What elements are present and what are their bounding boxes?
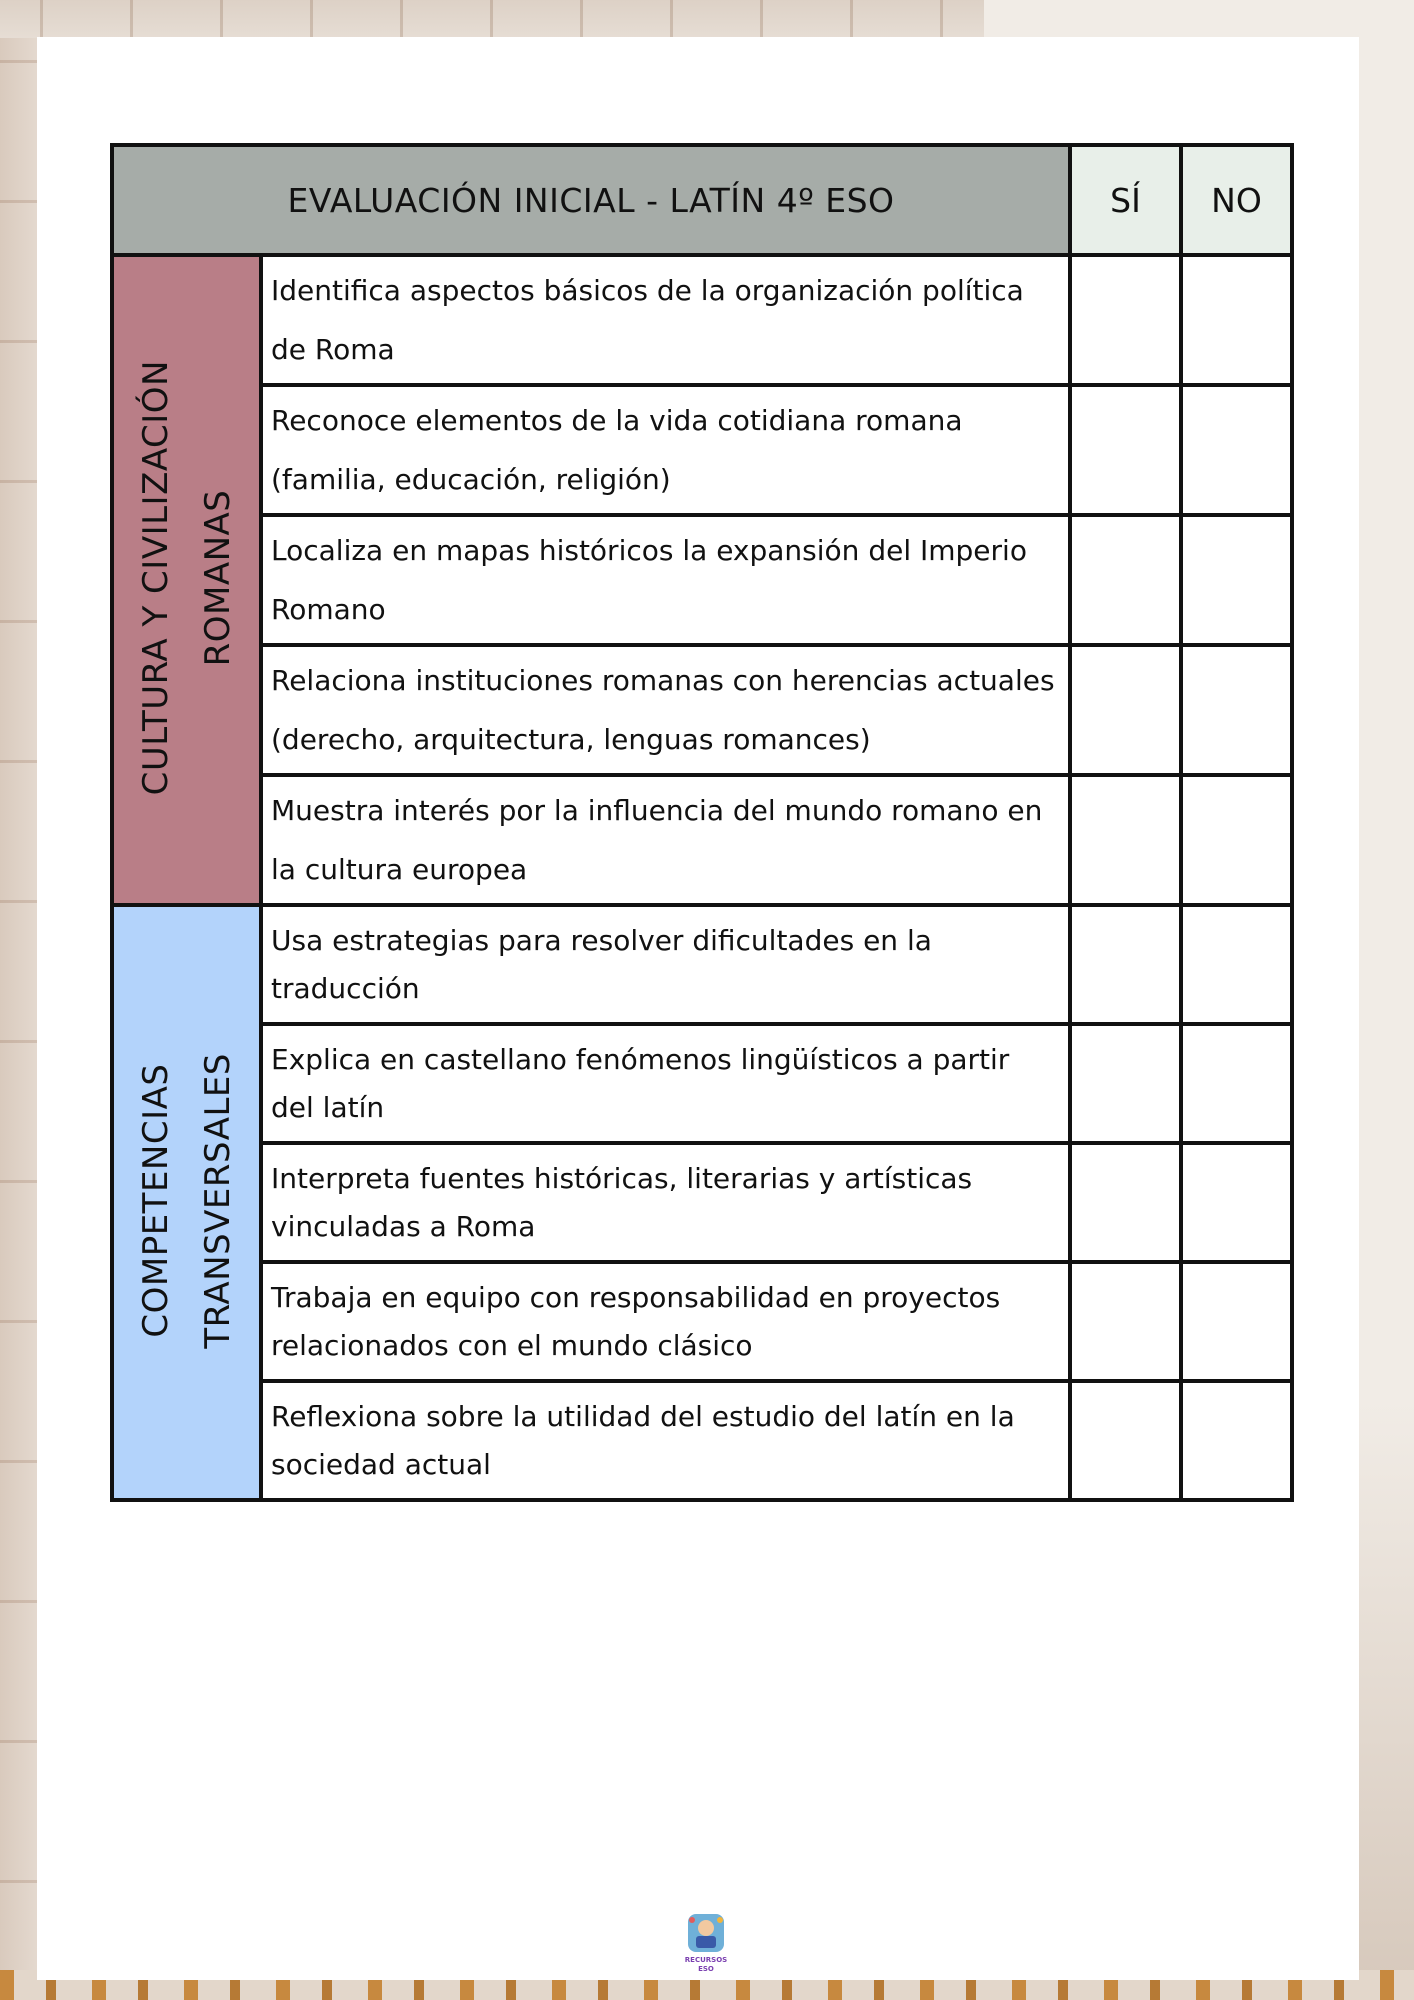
criterion-text: Usa estrategias para resolver dificultades en la traducción (261, 905, 1070, 1024)
no-check-cell[interactable] (1181, 1143, 1292, 1262)
no-column-header: NO (1181, 145, 1292, 255)
decorative-border-left (0, 0, 38, 2000)
yes-check-cell[interactable] (1070, 1024, 1181, 1143)
table-row (112, 645, 1292, 775)
category-label: COMPETENCIAS TRANSVERSALES (135, 1052, 238, 1349)
table-title: EVALUACIÓN INICIAL - LATÍN 4º ESO (112, 145, 1070, 255)
decorative-border-right (1358, 0, 1414, 2000)
criterion-text: Explica en castellano fenómenos lingüísticos a partir del latín (261, 1024, 1070, 1143)
yes-check-cell[interactable] (1070, 385, 1181, 515)
yes-check-cell[interactable] (1070, 905, 1181, 1024)
yes-check-cell[interactable] (1070, 775, 1181, 905)
no-check-cell[interactable] (1181, 515, 1292, 645)
criterion-text: Relaciona instituciones romanas con herencias actuales (derecho, arquitectura, lenguas romances) (261, 645, 1070, 775)
no-check-cell[interactable] (1181, 1024, 1292, 1143)
criterion-text: Trabaja en equipo con responsabilidad en proyectos relacionados con el mundo clásico (261, 1262, 1070, 1381)
criterion-text: Reflexiona sobre la utilidad del estudio del latín en la sociedad actual (261, 1381, 1070, 1500)
category-cultura (112, 255, 261, 905)
table-row (112, 515, 1292, 645)
table-row (112, 905, 1292, 1024)
criterion-text: Reconoce elementos de la vida cotidiana romana (familia, educación, religión) (261, 385, 1070, 515)
yes-column-header: SÍ (1070, 145, 1181, 255)
no-check-cell[interactable] (1181, 385, 1292, 515)
category-competencias (112, 905, 261, 1500)
yes-check-cell[interactable] (1070, 645, 1181, 775)
table-header-row (112, 145, 1292, 255)
table-row (112, 1143, 1292, 1262)
table-row (112, 1024, 1292, 1143)
no-check-cell[interactable] (1181, 645, 1292, 775)
table-row (112, 1381, 1292, 1500)
category-label: CULTURA Y CIVILIZACIÓN ROMANAS (135, 360, 238, 796)
criterion-text: Identifica aspectos básicos de la organización política de Roma (261, 255, 1070, 385)
evaluation-table (110, 143, 1294, 1502)
recursos-eso-logo-icon (684, 1912, 728, 1974)
table-row (112, 385, 1292, 515)
no-check-cell[interactable] (1181, 1262, 1292, 1381)
table-row (112, 775, 1292, 905)
yes-check-cell[interactable] (1070, 1381, 1181, 1500)
no-check-cell[interactable] (1181, 1381, 1292, 1500)
logo-text: RECURSOS (684, 1956, 728, 1964)
criterion-text: Localiza en mapas históricos la expansión del Imperio Romano (261, 515, 1070, 645)
no-check-cell[interactable] (1181, 255, 1292, 385)
criterion-text: Interpreta fuentes históricas, literarias y artísticas vinculadas a Roma (261, 1143, 1070, 1262)
no-check-cell[interactable] (1181, 775, 1292, 905)
no-check-cell[interactable] (1181, 905, 1292, 1024)
decorative-corner (984, 0, 1414, 38)
criterion-text: Muestra interés por la influencia del mundo romano en la cultura europea (261, 775, 1070, 905)
table-row (112, 1262, 1292, 1381)
table-row (112, 255, 1292, 385)
yes-check-cell[interactable] (1070, 1262, 1181, 1381)
yes-check-cell[interactable] (1070, 1143, 1181, 1262)
yes-check-cell[interactable] (1070, 515, 1181, 645)
yes-check-cell[interactable] (1070, 255, 1181, 385)
logo-text: ESO (698, 1965, 714, 1973)
